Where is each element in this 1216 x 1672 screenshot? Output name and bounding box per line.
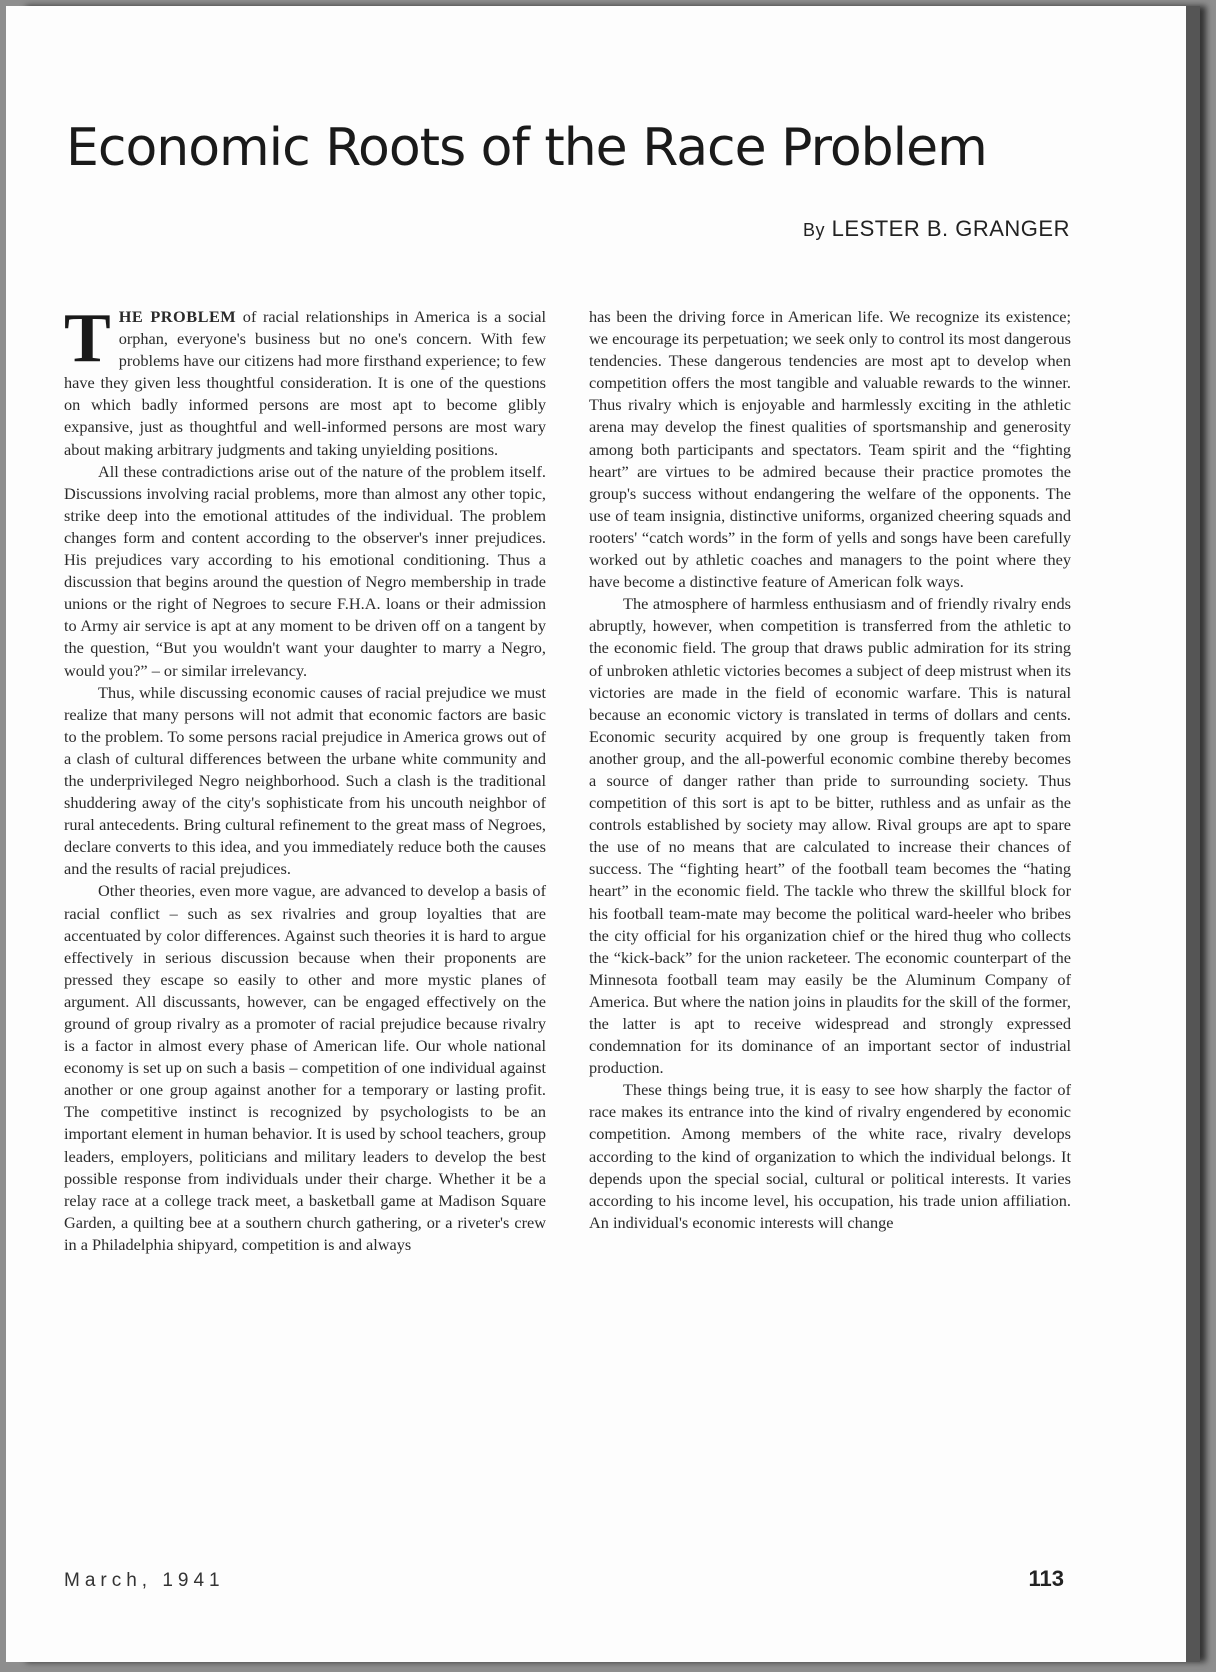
byline <box>803 216 1070 242</box>
lead-words: HE PROBLEM <box>118 307 237 326</box>
paragraph: has been the driving force in American life. We recognize its existence; we encourage its perpetuation; we seek only to control its most dangerous tendencies. These dangerous tendencies are most apt to develop when competition offers the most tangible and valuable rewards to the winner. Thus rivalry which is enjoyable and harmlessly exciting in the athletic arena may develop the finest qualities of sportsmanship and generosity among both participants and spectators. Team spirit and the “fighting heart” are virtues to be admired because their practice promotes the group's success without endangering the welfare of the opponents. The use of team insignia, distinctive uniforms, organized cheering squads and rooters' “catch words” in the form of yells and songs have been carefully worked out by athletic coaches and managers to the point where they have become a distinctive feature of American folk ways. <box>589 307 1071 592</box>
drop-cap: T <box>64 300 111 377</box>
page-number: 113 <box>1028 1566 1064 1591</box>
author-name: LESTER B. GRANGER <box>831 216 1070 241</box>
left-column <box>64 300 546 1256</box>
paragraph: The atmosphere of harmless enthusiasm and of friendly rivalry ends abruptly, however, when competition is transferred from the athletic to the economic field. The group that draws public admiration for its string of unbroken athletic victories becomes a subject of deep mistrust when its victories are made in the field of economic warfare. This is natural because an economic victory is translated in terms of dollars and cents. Economic security acquired by one group is frequently taken from another group, and the all-powerful economic combine thereby becomes a source of danger rather than pride to surrounding society. Thus competition of this sort is apt to be bitter, ruthless and as unfair as the controls established by society may allow. Rival groups are apt to spare the use of no means that are calculated to increase their chances of success. The “fighting heart” of the football team becomes the “hating heart” in the economic field. The tackle who threw the skillful block for his football team-mate may become the political ward-heeler who bribes the city official for his organization chief or the hired thug who collects the “kick-back” for the union racketeer. The economic counterpart of the Minnesota football team may easily be the Aluminum Company of America. But where the nation joins in plaudits for the skill of the former, the latter is apt to receive widespread and strongly expressed condemnation for its dominance of an important sector of industrial production. <box>589 594 1071 1078</box>
right-column <box>589 306 1071 1234</box>
byline-prefix: By <box>803 220 826 240</box>
magazine-page <box>6 6 1186 1662</box>
paragraph-text: of racial relationships in America is a social orphan, everyone's business but no one's concern. With few problems have our citizens had more firsthand experience; to few have they given less thoughtful consideration. It is one of the questions on which badly informed persons are most apt to become glibly expansive, just as thoughtful and well-informed persons are most wary about making arbitrary judgments and taking unyielding positions. <box>64 307 546 459</box>
paragraph <box>64 300 546 461</box>
issue-date: March, 1941 <box>64 1570 225 1591</box>
paragraph: All these contradictions arise out of the nature of the problem itself. Discussions involving racial problems, more than almost any other topic, strike deep into the emotional attitudes of the individual. The problem changes form and content according to the observer's inner prejudices. His prejudices vary according to his emotional conditioning. Thus a discussion that begins around the question of Negro membership in trade unions or the right of Negroes to secure F.H.A. loans or their admission to Army air service is apt at any moment to be driven off on a tangent by the question, “But you wouldn't want your daughter to marry a Negro, would you?” – or similar irrelevancy. <box>64 461 546 680</box>
article-title: Economic Roots of the Race Problem <box>66 118 987 178</box>
paragraph: Thus, while discussing economic causes of racial prejudice we must realize that many persons will not admit that economic factors are basic to the problem. To some persons racial prejudice in America grows out of a clash of cultural differences between the urbane white community and the underprivileged Negro neighborhood. Such a clash is the traditional shuddering away of the city's sophisticate from his uncouth neighbor of rural antecedents. Bring cultural refinement to the great mass of Negroes, declare converts to this idea, and you immediately reduce both the causes and the results of racial prejudices. <box>64 682 546 879</box>
paragraph: These things being true, it is easy to see how sharply the factor of race makes its entrance into the kind of rivalry engendered by economic competition. Among members of the white race, rivalry develops according to the kind of organization to which the individual belongs. It depends upon the special social, cultural or political interests. It varies according to his income level, his occupation, his trade union affiliation. An individual's economic interests will change <box>589 1080 1071 1232</box>
paragraph: Other theories, even more vague, are advanced to develop a basis of racial conflict – such as sex rivalries and group loyalties that are accentuated by color differences. Against such theories it is hard to argue effectively in serious discussion because when their proponents are pressed they escape so easily to other and more mystic planes of argument. All discussants, however, can be engaged effectively on the ground of group rivalry as a promoter of racial prejudice because rivalry is a factor in almost every phase of American life. Our whole national economy is set up on such a basis – competition of one individual against another or one group against another for a temporary or lasting profit. The competitive instinct is recognized by psychologists to be an important element in human behavior. It is used by school teachers, group leaders, employers, politicians and military leaders to develop the best possible response from individuals under their charge. Whether it be a relay race at a college track meet, a basketball game at Madison Square Garden, a quilting bee at a southern church gathering, or a riveter's crew in a Philadelphia shipyard, competition is and always <box>64 881 546 1254</box>
